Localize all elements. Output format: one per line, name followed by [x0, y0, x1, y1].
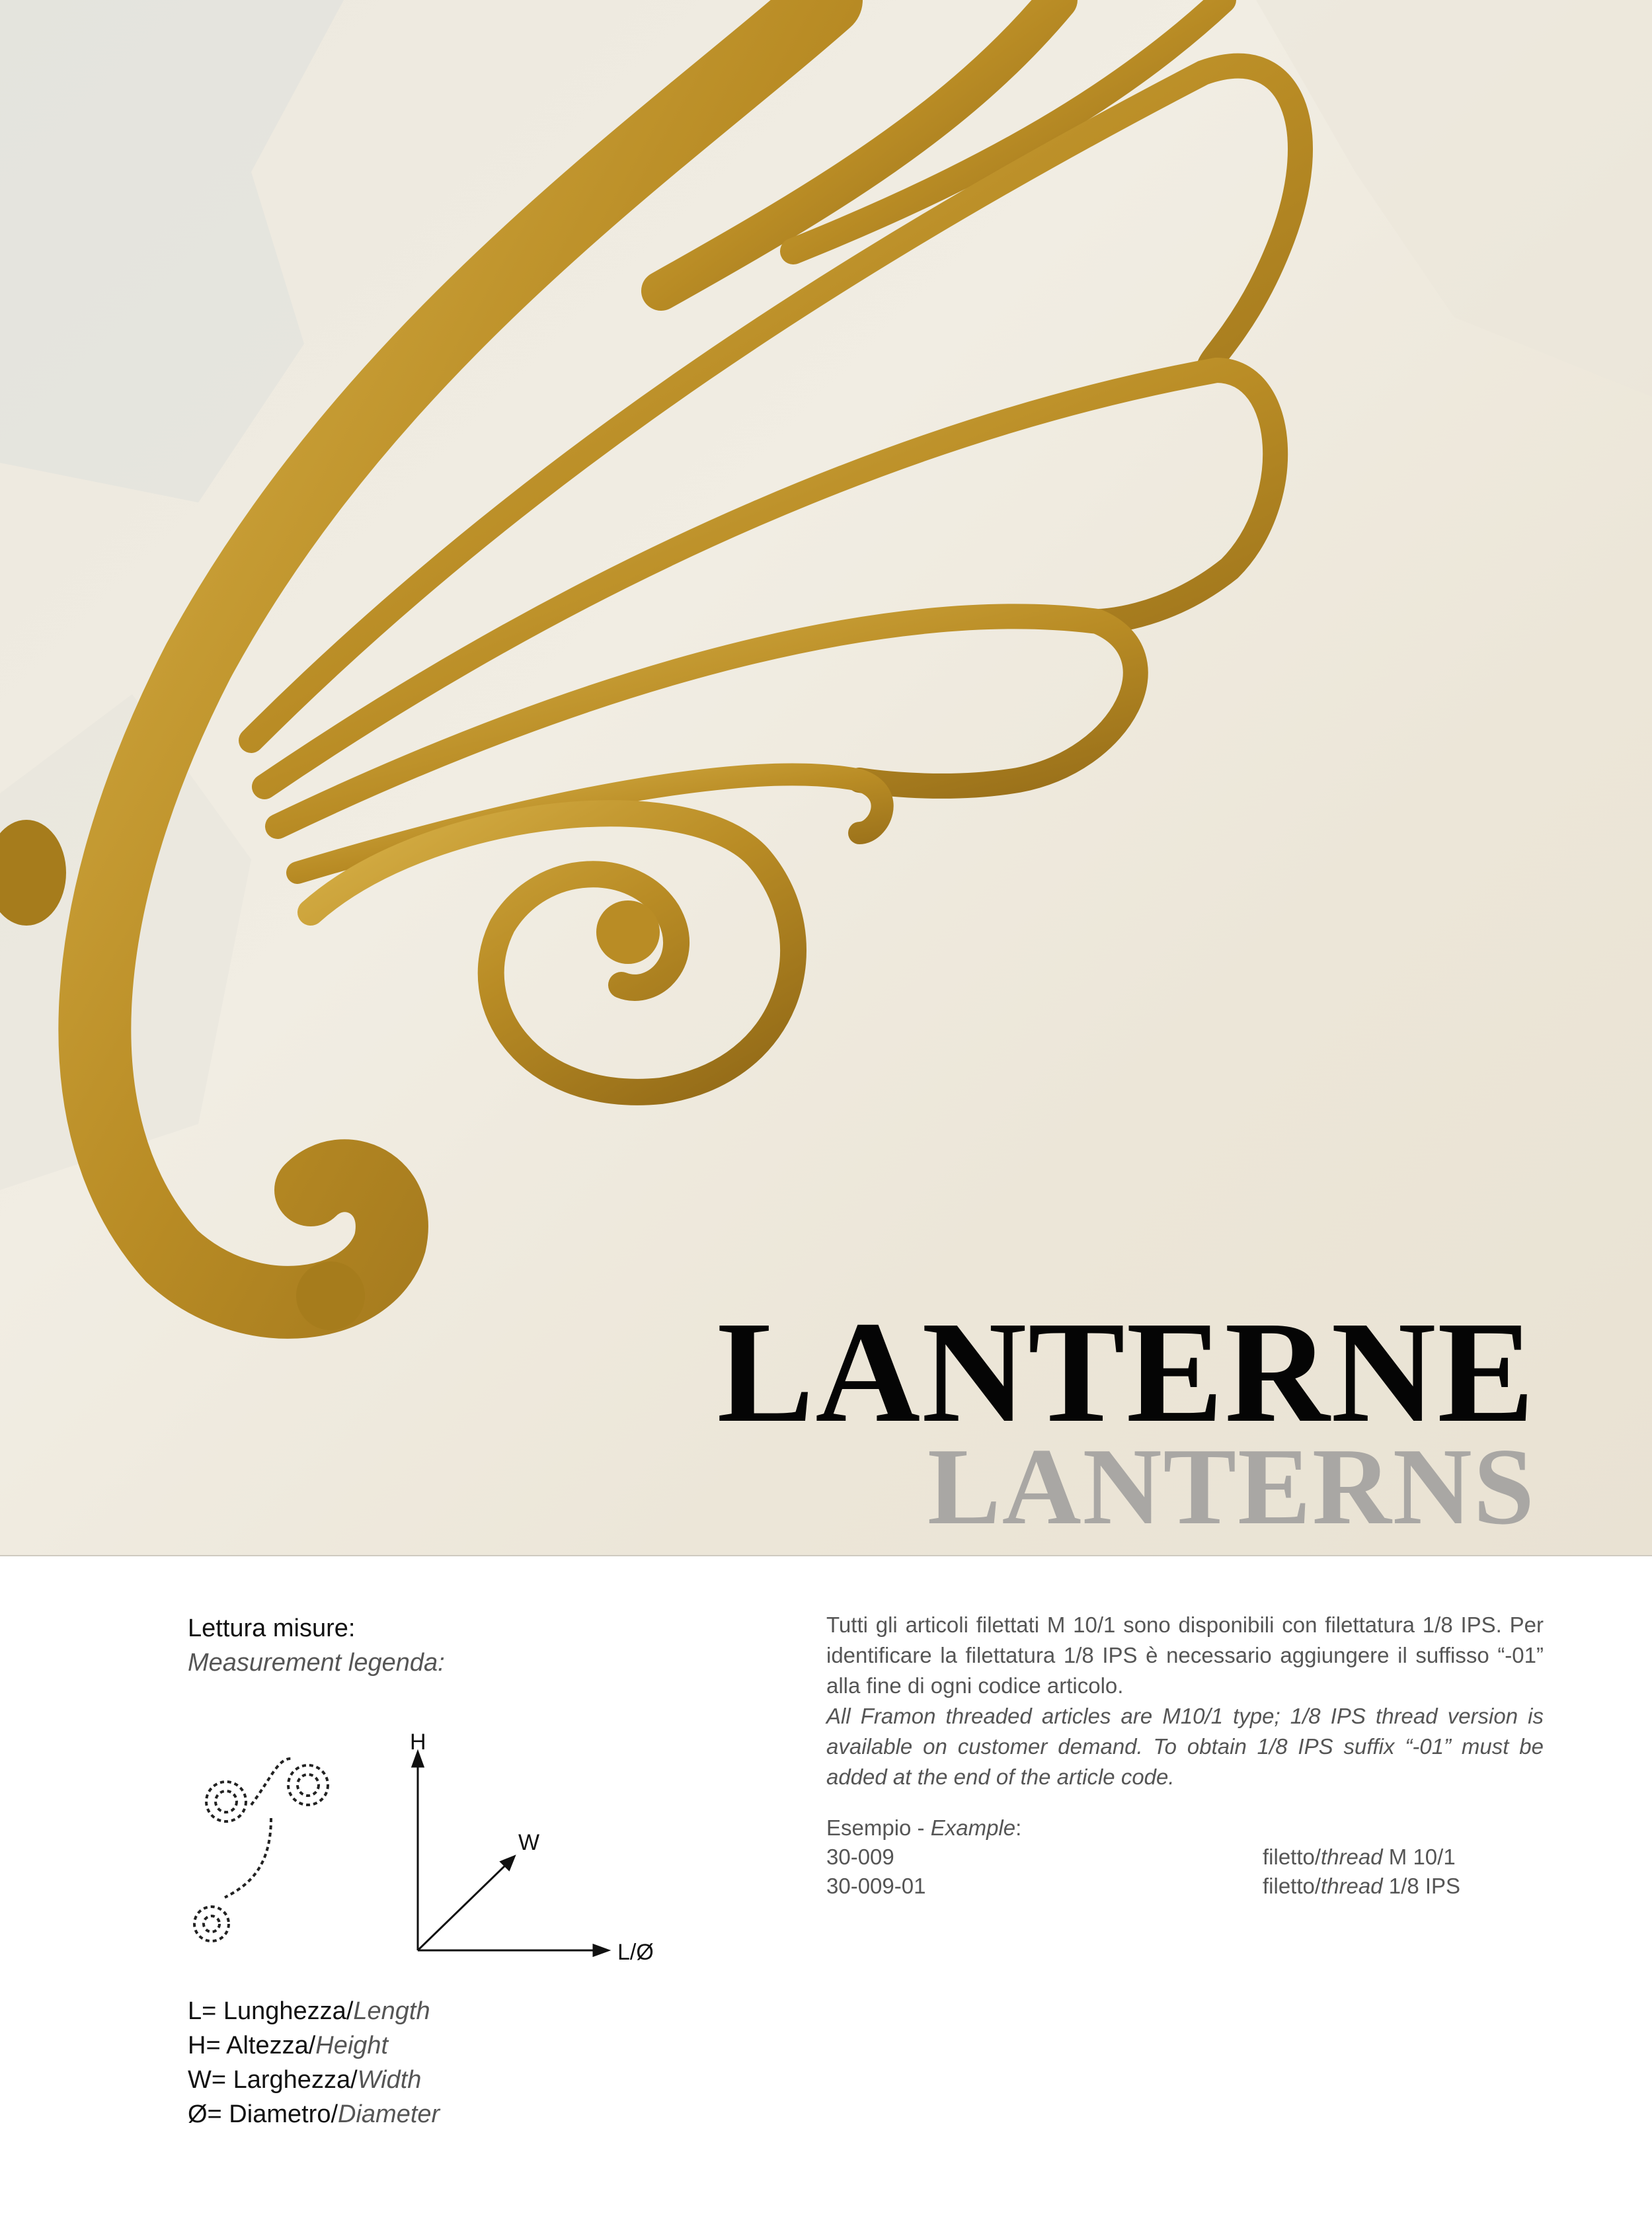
- thread-note-en: All Framon threaded articles are M10/1 type; 1/8 IPS thread version is available on customer demand. To obtain 1/8 IPS suffix “-01” must be added at the end of the article code.: [826, 1704, 1544, 1789]
- page-title: LANTERNE: [717, 1291, 1536, 1453]
- measurement-definitions: [188, 1994, 440, 2131]
- axis-label-h: H: [410, 1732, 426, 1755]
- example-thread: filetto/thread 1/8 IPS: [1263, 1874, 1461, 1898]
- page-subtitle: LANTERNS: [927, 1425, 1536, 1547]
- definition-length: L= Lunghezza/Length: [188, 1997, 430, 2025]
- example-thread: filetto/thread M 10/1: [1263, 1845, 1456, 1869]
- example-block: [826, 1813, 1554, 1901]
- measurement-diagram: [178, 1732, 681, 1970]
- example-row: [826, 1872, 1554, 1901]
- example-row: [826, 1843, 1554, 1872]
- thread-notes: [826, 1610, 1544, 1792]
- example-heading: Esempio - Example:: [826, 1815, 1022, 1840]
- legend-heading-en: Measurement legenda:: [188, 1649, 445, 1677]
- example-code: 30-009: [826, 1845, 894, 1869]
- axis-label-l: L/Ø: [617, 1940, 654, 1965]
- definition-diameter: Ø= Diametro/Diameter: [188, 2100, 440, 2128]
- legend-heading-it: Lettura misure:: [188, 1614, 356, 1642]
- definition-width: W= Larghezza/Width: [188, 2066, 422, 2094]
- thread-note-it: Tutti gli articoli filettati M 10/1 sono disponibili con filettatura 1/8 IPS. Per identificare la filettatura 1/8 IPS è necessario aggiungere il suffisso “-01” alla fine di ogni codice articolo.: [826, 1613, 1544, 1698]
- example-code: 30-009-01: [826, 1874, 926, 1898]
- axis-label-w: W: [518, 1830, 540, 1855]
- scroll-outline-icon: [194, 1759, 328, 1941]
- legend-heading: [188, 1611, 445, 1680]
- definition-height: H= Altezza/Height: [188, 2032, 389, 2059]
- axes-icon: [413, 1752, 608, 1956]
